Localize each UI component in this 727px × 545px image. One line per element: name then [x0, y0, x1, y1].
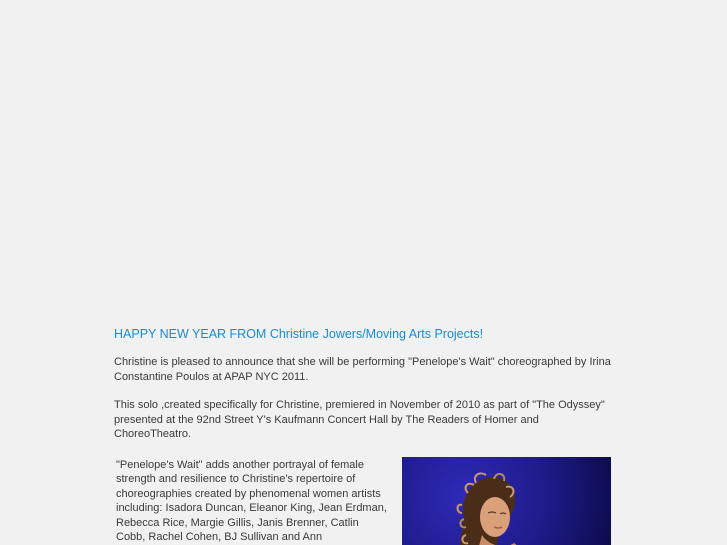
- dancer-face: [480, 497, 510, 537]
- dancer-photo-illustration: [402, 457, 611, 545]
- feature-paragraph: "Penelope's Wait" adds another portrayal of female strength and resilience to Christine's repertoire of choreographies created by phenomenal women artists including: Isadora Duncan, Eleanor King, Jean Erdman, Rebecca Rice, Margie Gillis, Janis Brenner, Catlin Cobb, Rachel Cohen, BJ Sullivan and Ann: [116, 458, 387, 543]
- feature-row: [114, 456, 614, 545]
- newsletter-content: [114, 326, 614, 545]
- announcement-paragraph: Christine is pleased to announce that she will be performing "Penelope's Wait" choreographed by Irina Constantine Poulos at APAP NYC 2011.: [114, 356, 611, 383]
- dancer-photo: [402, 457, 611, 545]
- premiere-paragraph: This solo ,created specifically for Christine, premiered in November of 2010 as part of "The Odyssey" presented at the 92nd Street Y's Kaufmann Concert Hall by The Readers of Homer and ChoreoTheatro.: [114, 399, 605, 440]
- newsletter-headline: HAPPY NEW YEAR FROM Christine Jowers/Moving Arts Projects!: [114, 327, 484, 341]
